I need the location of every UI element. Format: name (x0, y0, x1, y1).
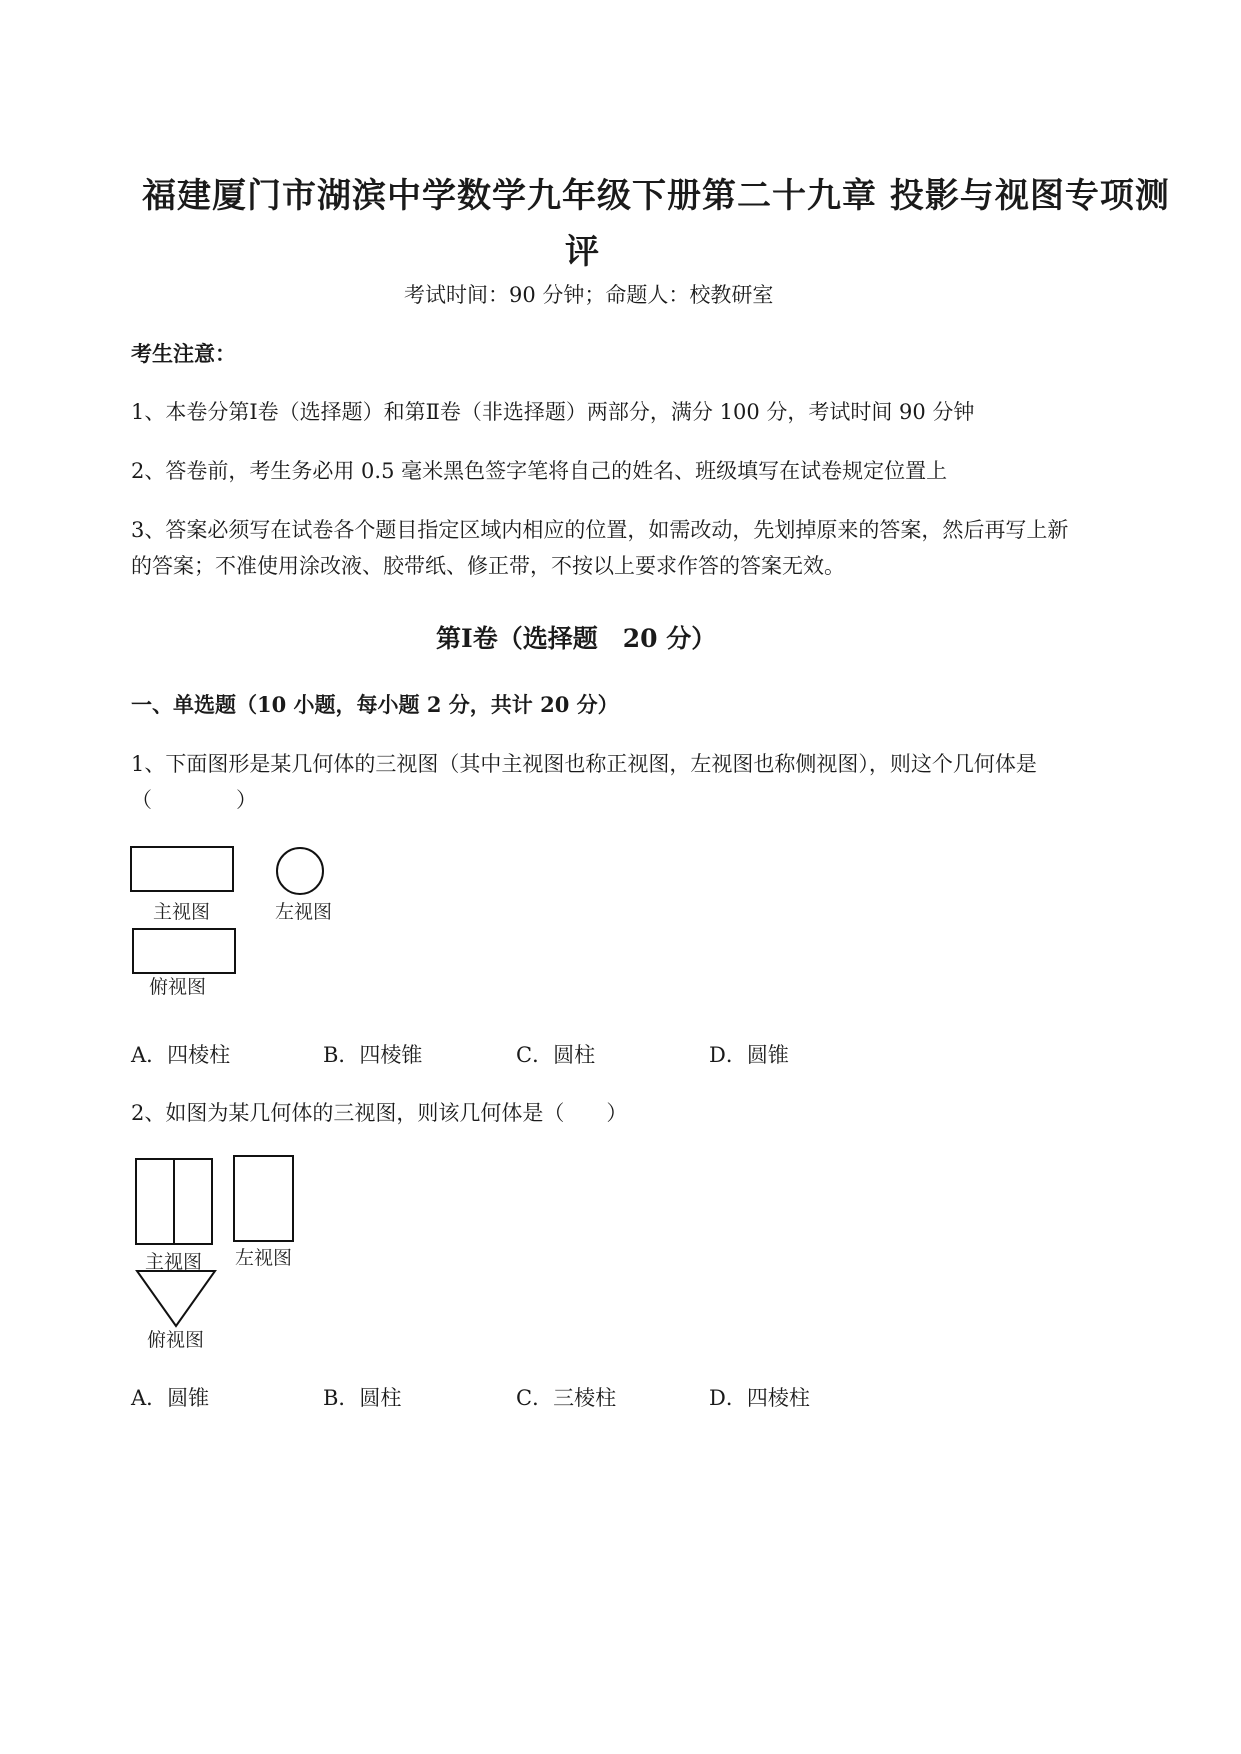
section-title: 第Ⅰ卷（选择题 20 分） (436, 624, 717, 653)
question-1-option-a: A．四棱柱 (131, 1043, 231, 1067)
question-2-stem: 2、如图为某几何体的三视图，则该几何体是（ ） (131, 1101, 628, 1125)
notice-item-3: 3、答案必须写在试卷各个题目指定区域内相应的位置，如需改动，先划掉原来的答案，然后再写上新 (131, 518, 1069, 542)
q1-left-view-label: 左视图 (275, 901, 333, 923)
doc-title-line1: 福建厦门市湖滨中学数学九年级下册第二十九章 投影与视图专项测 (142, 176, 1170, 216)
question-1-option-c: C．圆柱 (516, 1043, 596, 1067)
q1-front-view-rect (131, 847, 233, 891)
question-2-option-b: B．圆柱 (323, 1386, 402, 1410)
q1-front-view-label: 主视图 (153, 901, 211, 923)
q2-top-view-label: 俯视图 (147, 1329, 205, 1351)
q2-top-view-triangle (137, 1271, 215, 1326)
section-heading: 一、单选题（10 小题，每小题 2 分，共计 20 分） (131, 692, 619, 717)
q2-left-view-rect (234, 1156, 293, 1241)
q1-left-view-circle (277, 848, 323, 894)
question-1-figure (125, 838, 355, 1008)
question-1-option-b: B．四棱锥 (323, 1043, 423, 1067)
notice-heading: 考生注意： (131, 341, 236, 366)
question-2-option-c: C．三棱柱 (516, 1386, 617, 1410)
q1-top-view-rect (133, 929, 235, 973)
question-1-blank: （ ） (131, 788, 257, 812)
notice-item-3-cont: 的答案；不准使用涂改液、胶带纸、修正带，不按以上要求作答的答案无效。 (131, 554, 845, 578)
question-1-option-d: D．圆锥 (709, 1043, 789, 1067)
question-1-stem: 1、下面图形是某几何体的三视图（其中主视图也称正视图，左视图也称侧视图），则这个几何体是 (131, 752, 1037, 776)
doc-title-line2: 评 (565, 232, 600, 272)
doc-subtitle: 考试时间：90 分钟；命题人：校教研室 (404, 283, 774, 307)
q1-top-view-label: 俯视图 (149, 976, 207, 998)
notice-item-1: 1、本卷分第Ⅰ卷（选择题）和第Ⅱ卷（非选择题）两部分，满分 100 分，考试时间 90 分钟 (131, 400, 975, 424)
question-2-option-d: D．四棱柱 (709, 1386, 810, 1410)
q2-front-view-label: 主视图 (145, 1251, 203, 1273)
question-2-option-a: A．圆锥 (131, 1386, 210, 1410)
q2-left-view-label: 左视图 (235, 1247, 293, 1269)
question-2-figure (125, 1150, 315, 1355)
notice-item-2: 2、答卷前，考生务必用 0.5 毫米黑色签字笔将自己的姓名、班级填写在试卷规定位置上 (131, 459, 948, 483)
